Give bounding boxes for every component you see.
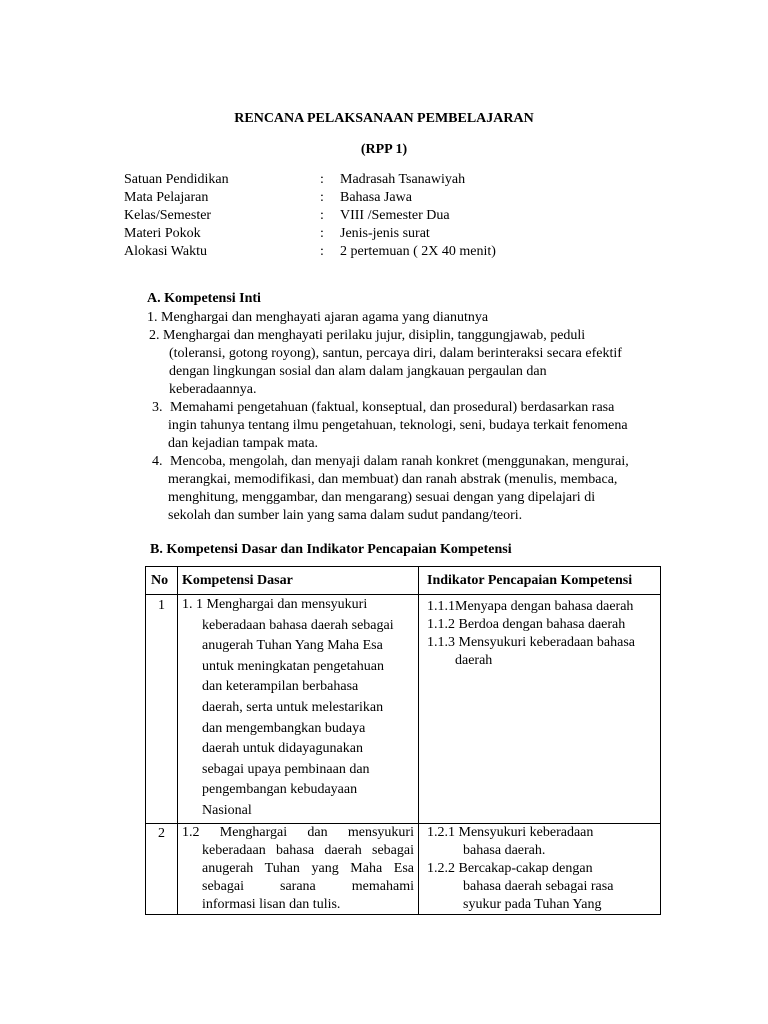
identity-colon: : (320, 172, 324, 187)
table-row (146, 595, 661, 824)
identity-label: Alokasi Waktu (124, 244, 207, 259)
kd-line: pengembangan kebudayaan (202, 782, 358, 798)
identity-value: Madrasah Tsanawiyah (340, 172, 466, 187)
indikator-text: Menyapa dengan bahasa daerah (455, 599, 634, 614)
indikator-code: 1.1.2 (427, 617, 455, 632)
list-item-line: dengan lingkungan sosial dan alam dalam jangkauan pergaulan dan (169, 364, 547, 379)
table-cell-indikator (419, 595, 661, 824)
list-item-text: Menghargai dan menghayati ajaran agama yang dianutnya (161, 310, 489, 325)
table-header-kompetensi: Kompetensi Dasar (178, 567, 419, 595)
indikator-text-continued: bahasa daerah. (463, 843, 546, 858)
indikator-text: Mensyukuri keberadaan (458, 825, 594, 840)
kd-line: anugerah Tuhan Yang Maha Esa (202, 638, 383, 654)
indikator-text-continued: daerah (455, 653, 493, 668)
kd-line: keberadaan bahasa daerah sebagai (202, 843, 414, 858)
indikator-item (427, 860, 656, 878)
indikator-code: 1.2.2 (427, 861, 455, 876)
identity-value: 2 pertemuan ( 2X 40 menit) (340, 244, 496, 259)
list-item-line: merangkai, memodifikasi, dan membuat) dan ranah abstrak (menulis, membaca, (168, 472, 618, 487)
kd-line: 1. 1 Menghargai dan mensyukuri (182, 597, 368, 612)
indikator-item (427, 824, 656, 842)
list-item-line: Mencoba, mengolah, dan menyaji dalam ranah konkret (menggunakan, mengurai, (170, 454, 629, 469)
list-item-number: 1. (147, 310, 158, 325)
identity-colon: : (320, 244, 324, 259)
indikator-text: Mensyukuri keberadaan bahasa (458, 635, 635, 650)
list-item-text (163, 327, 622, 399)
kd-line: untuk meningkatan pengetahuan (202, 658, 384, 674)
table-cell-no: 1 (146, 595, 178, 824)
identity-value: Bahasa Jawa (340, 190, 412, 205)
table-cell-kompetensi (178, 824, 419, 915)
section-a-heading: A. Kompetensi Inti (147, 291, 261, 306)
document-title: RENCANA PELAKSANAAN PEMBELAJARAN (234, 111, 534, 126)
table-header-no: No (146, 567, 178, 595)
kd-line: sebagai sarana memahami (202, 879, 414, 894)
kd-line: daerah, serta untuk melestarikan (202, 699, 384, 715)
indikator-code: 1.2.1 (427, 825, 455, 840)
indikator-text: Berdoa dengan bahasa daerah (458, 617, 626, 632)
indikator-code: 1.1.1 (427, 599, 455, 614)
list-item-line: Menghargai dan menghayati perilaku jujur, disiplin, tanggungjawab, peduli (163, 328, 586, 343)
kd-line: anugerah Tuhan yang Maha Esa (202, 861, 414, 876)
list-item-line: dan kejadian tampak mata. (168, 436, 319, 451)
kd-line: dan mengembangkan budaya (202, 720, 366, 736)
kd-line: keberadaan bahasa daerah sebagai (202, 617, 394, 633)
kd-line: sebagai upaya pembinaan dan (202, 761, 370, 777)
indikator-text: Bercakap-cakap dengan (458, 861, 593, 876)
section-b-heading: B. Kompetensi Dasar dan Indikator Pencapaian Kompetensi (150, 542, 512, 557)
document-subtitle: (RPP 1) (360, 142, 408, 157)
list-item-line: menghitung, menggambar, dan mengarang) sesuai dengan yang dipelajari di (168, 490, 596, 505)
indikator-item (427, 598, 656, 616)
indikator-text-continued: bahasa daerah sebagai rasa (463, 879, 614, 894)
table-cell-kompetensi (178, 595, 419, 824)
table-cell-no: 2 (146, 824, 178, 915)
kd-line: informasi lisan dan tulis. (202, 897, 341, 912)
list-item-number: 2. (149, 328, 160, 343)
indikator-text-continued: syukur pada Tuhan Yang (463, 897, 602, 912)
kd-line: 1.2 Menghargai dan mensyukuri (182, 825, 414, 840)
indikator-item (427, 634, 656, 652)
list-item-line: Memahami pengetahuan (faktual, konseptual, dan prosedural) berdasarkan rasa (170, 400, 615, 415)
kd-line: daerah untuk didayagunakan (202, 741, 363, 757)
list-item-number: 3. (152, 400, 163, 415)
identity-colon: : (320, 190, 324, 205)
identity-value: Jenis-jenis surat (340, 226, 430, 241)
identity-colon: : (320, 208, 324, 223)
list-item-number: 4. (152, 454, 163, 469)
list-item-text (170, 399, 628, 453)
list-item-line: (toleransi, gotong royong), santun, percaya diri, dalam berinteraksi secara efektif (169, 346, 622, 361)
list-item-text (170, 453, 629, 525)
list-item-line: sekolah dan sumber lain yang sama dalam sudut pandang/teori. (168, 508, 523, 523)
kd-line: dan keterampilan berbahasa (202, 679, 359, 695)
kd-line: Nasional (202, 802, 252, 818)
list-item-line: ingin tahunya tentang ilmu pengetahuan, teknologi, seni, budaya terkait fenomena (168, 418, 628, 433)
identity-colon: : (320, 226, 324, 241)
table-header-row (146, 567, 661, 595)
table-header-indikator: Indikator Pencapaian Kompetensi (419, 567, 661, 595)
list-item-line: keberadaannya. (169, 382, 257, 397)
table-row (146, 824, 661, 915)
identity-label: Satuan Pendidikan (124, 172, 229, 187)
kompetensi-table (145, 566, 661, 915)
identity-label: Mata Pelajaran (124, 190, 209, 205)
indikator-item (427, 616, 656, 634)
table-cell-indikator (419, 824, 661, 915)
identity-label: Materi Pokok (124, 226, 201, 241)
identity-label: Kelas/Semester (124, 208, 212, 223)
identity-value: VIII /Semester Dua (340, 208, 450, 223)
indikator-code: 1.1.3 (427, 635, 455, 650)
